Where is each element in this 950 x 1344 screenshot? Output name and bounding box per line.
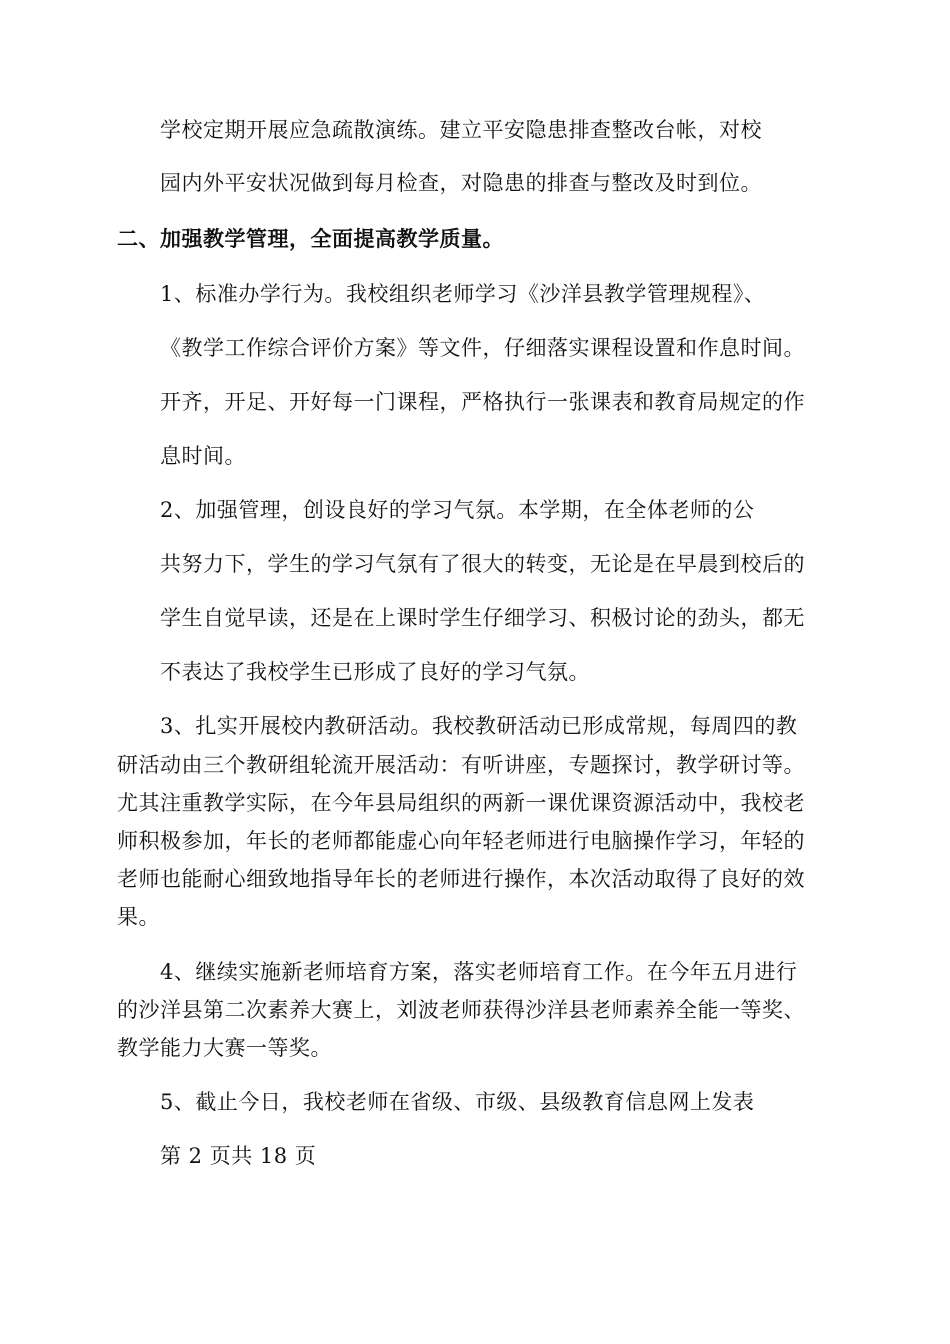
text-line: 教学能力大赛一等奖。 [117, 1036, 332, 1060]
text-line: 的沙洋县第二次素养大赛上，刘波老师获得沙洋县老师素养全能一等奖、 [117, 998, 805, 1022]
text-line: 学生自觉早读，还是在上课时学生仔细学习、积极讨论的劲头，都无 [160, 606, 805, 630]
text-line: 4、继续实施新老师培育方案，落实老师培育工作。在今年五月进行 [160, 960, 798, 984]
text-line: 尤其注重教学实际，在今年县局组织的两新一课优课资源活动中，我校老 [117, 791, 805, 815]
text-line: 不表达了我校学生已形成了良好的学习气氛。 [160, 660, 590, 684]
section-heading: 二、加强教学管理，全面提高教学质量。 [117, 226, 504, 251]
text-line: 3、扎实开展校内教研活动。我校教研活动已形成常规，每周四的教 [160, 714, 798, 738]
page-number: 第 2 页共 18 页 [160, 1144, 317, 1168]
text-line: 研活动由三个教研组轮流开展活动：有听讲座，专题探讨，教学研讨等。 [117, 753, 805, 777]
text-line: 《教学工作综合评价方案》等文件，仔细落实课程设置和作息时间。 [160, 336, 805, 360]
text-line: 2、加强管理，创设良好的学习气氛。本学期，在全体老师的公 [160, 498, 755, 522]
text-line: 学校定期开展应急疏散演练。建立平安隐患排查整改台帐，对校 [160, 118, 762, 142]
text-line: 5、截止今日，我校老师在省级、市级、县级教育信息网上发表 [160, 1090, 755, 1114]
text-line: 开齐，开足、开好每一门课程，严格执行一张课表和教育局规定的作 [160, 390, 805, 414]
text-line: 息时间。 [160, 444, 246, 468]
text-line: 园内外平安状况做到每月检查，对隐患的排查与整改及时到位。 [160, 171, 762, 195]
text-line: 老师也能耐心细致地指导年长的老师进行操作，本次活动取得了良好的效 [117, 867, 805, 891]
text-line: 果。 [117, 905, 160, 929]
text-line: 师积极参加，年长的老师都能虚心向年轻老师进行电脑操作学习，年轻的 [117, 829, 805, 853]
text-line: 1、标准办学行为。我校组织老师学习《沙洋县教学管理规程》、 [160, 282, 766, 306]
text-line: 共努力下，学生的学习气氛有了很大的转变，无论是在早晨到校后的 [160, 552, 805, 576]
